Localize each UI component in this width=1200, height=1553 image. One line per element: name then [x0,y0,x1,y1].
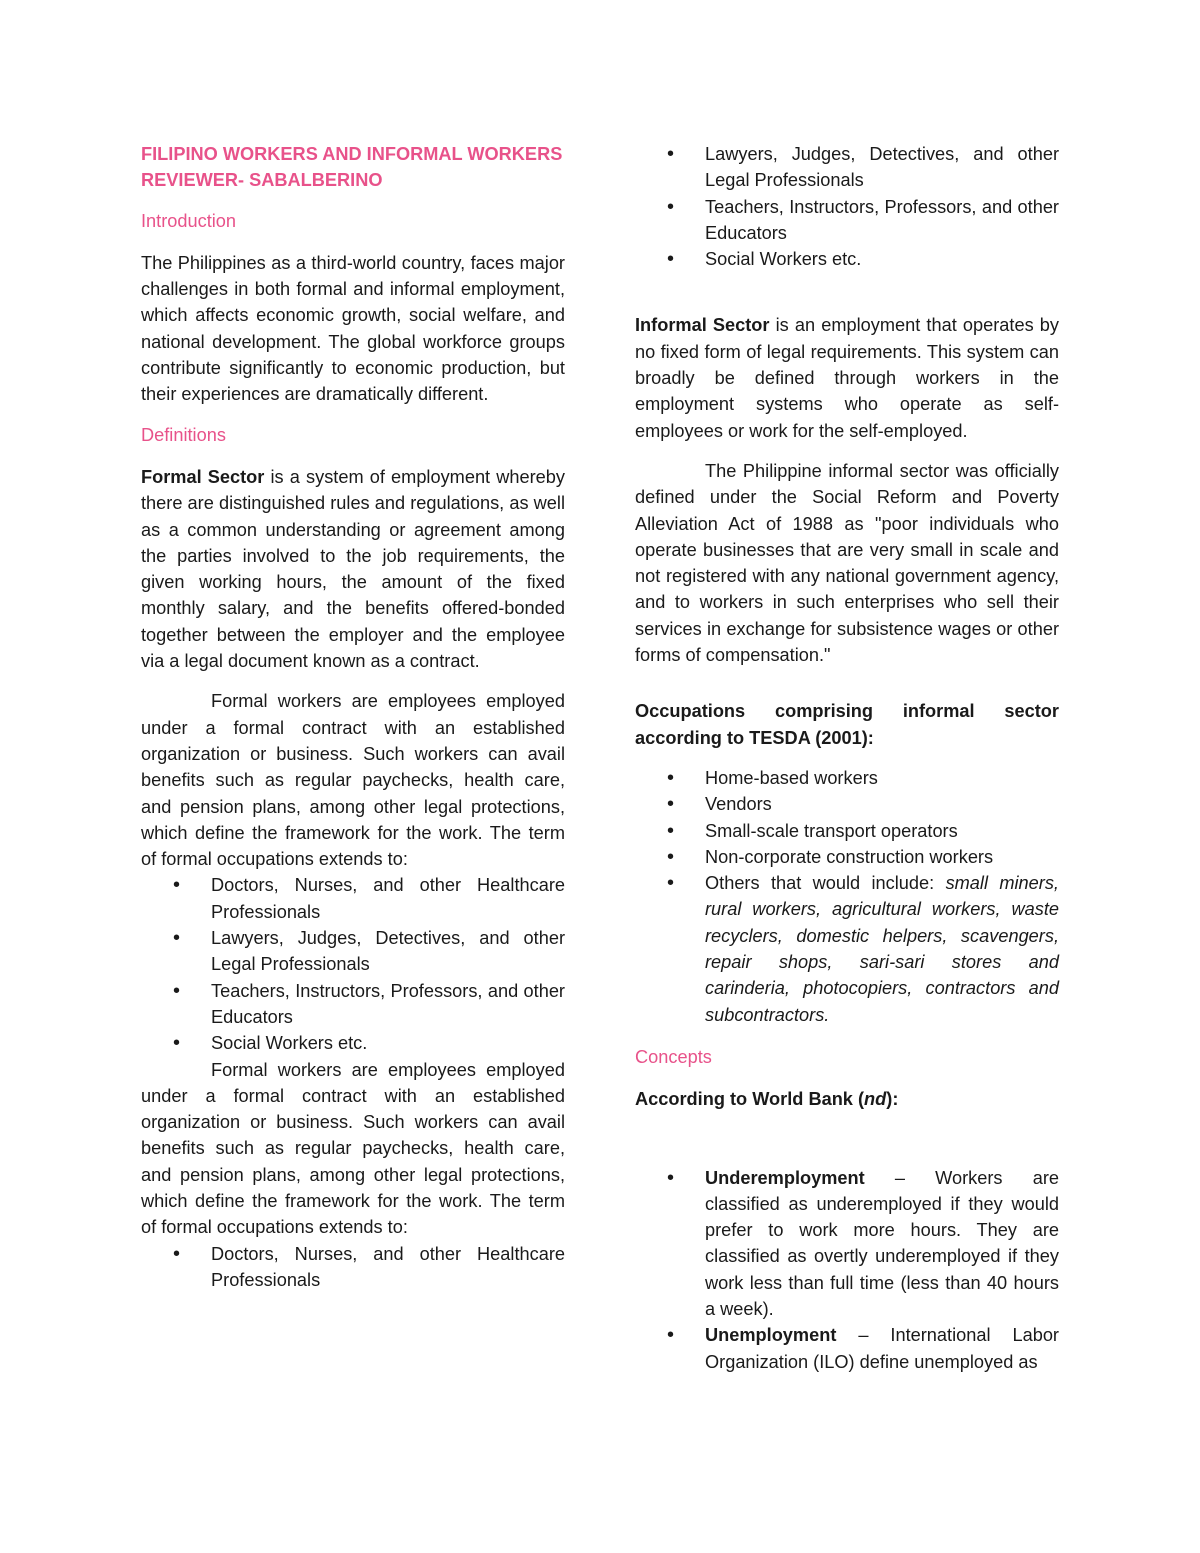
spacer [635,1113,1059,1153]
spacer [635,682,1059,698]
list-item: • Teachers, Instructors, Professors, and other Educators [705,194,1059,247]
concept-term: Underemployment [705,1167,865,1188]
formal-sector-term: Formal Sector [141,466,265,487]
formal-sector-paragraph [141,464,565,674]
list-item: • Social Workers etc. [211,1030,565,1056]
left-column [141,141,565,1293]
list-item: • Social Workers etc. [705,246,1059,272]
concept-text: – Workers are classified as underemployed if they would prefer to work more hours. They are classified as overtly underemployed if they work less than full time (less than 40 hours a week). [705,1167,1059,1319]
list-item: • Home-based workers [705,765,1059,791]
informal-sector-paragraph [635,312,1059,443]
list-item: • Doctors, Nurses, and other Healthcare Professionals [211,1241,565,1294]
tesda-others-lead: Others that would include: [705,873,946,894]
informal-sector-term: Informal Sector [635,315,770,336]
definitions-heading: Definitions [141,424,226,445]
informal-sector-ph-paragraph: The Philippine informal sector was officially defined under the Social Reform and Poverty Alleviation Act of 1988 as "poor individuals who operate businesses that are very small in scale and not registered with any national government agency, and to workers in such enterprises who sell their services in exchange for subsistence wages or other forms of compensation." [635,460,1059,666]
spacer [635,1153,1059,1165]
world-bank-nd: nd [864,1089,887,1110]
introduction-heading: Introduction [141,210,237,231]
spacer [635,272,1059,312]
formal-occupations-list-continued [635,141,1059,272]
right-column [635,141,1059,1375]
formal-workers-paragraph: Formal workers are employees employed under a formal contract with an established organization or business. Such workers can avail benefits such as regular paychecks, health care, and pension plans, among other legal protections, which define the framework for the work. The term of formal occupations extends to: [141,691,565,870]
formal-occupations-list-repeat [141,1241,565,1294]
tesda-others-list: small miners, rural workers, agricultural workers, waste recyclers, domestic helpers, scavengers, repair shops, sari-sari stores and carinderia, photocopiers, contractors and subcontractors. [705,873,1059,1025]
formal-sector-text: is a system of employment whereby there are distinguished rules and regulations, as well as a common understanding or agreement among the parties involved to the job requirements, the given working hours, the amount of the fixed monthly salary, and the benefits offered-bonded together between the employer and the employee via a legal document known as a contract. [141,466,565,672]
concept-text: – International Labor Organization (ILO) define unemployed as [705,1325,1059,1372]
world-bank-lead: According to World Bank ( [635,1089,865,1110]
informal-sector-text: is an employment that operates by no fixed form of legal requirements. This system can broadly be defined through workers in the employment systems who operate as self-employees or work for the self-employed. [635,315,1059,441]
world-bank-heading [635,1086,1059,1112]
list-item: • Lawyers, Judges, Detectives, and other Legal Professionals [705,141,1059,194]
document-title: FILIPINO WORKERS AND INFORMAL WORKERS REVIEWER- SABALBERINO [141,144,563,191]
list-item: • Lawyers, Judges, Detectives, and other Legal Professionals [211,925,565,978]
tesda-occupations-list [635,765,1059,1028]
concept-term: Unemployment [705,1325,837,1346]
list-item [705,1165,1059,1323]
world-bank-tail: ): [886,1089,899,1110]
list-item: • Vendors [705,791,1059,817]
list-item: • Small-scale transport operators [705,818,1059,844]
list-item: • Non-corporate construction workers [705,844,1059,870]
list-item [705,1322,1059,1375]
concepts-list [635,1165,1059,1375]
list-item: • Doctors, Nurses, and other Healthcare Professionals [211,872,565,925]
spacer [635,1028,1059,1044]
list-item [705,870,1059,1028]
concepts-heading: Concepts [635,1046,712,1067]
tesda-heading: Occupations comprising informal sector according to TESDA (2001): [635,701,1059,748]
formal-occupations-list [141,872,565,1056]
list-item: • Teachers, Instructors, Professors, and other Educators [211,978,565,1031]
introduction-paragraph: The Philippines as a third-world country, faces major challenges in both formal and informal employment, which affects economic growth, social welfare, and national development. The global workforce groups contribute significantly to economic production, but their experiences are dramatically different. [141,252,565,405]
formal-workers-paragraph-repeat: Formal workers are employees employed under a formal contract with an established organization or business. Such workers can avail benefits such as regular paychecks, health care, and pension plans, among other legal protections, which define the framework for the work. The term of formal occupations extends to: [141,1059,565,1238]
